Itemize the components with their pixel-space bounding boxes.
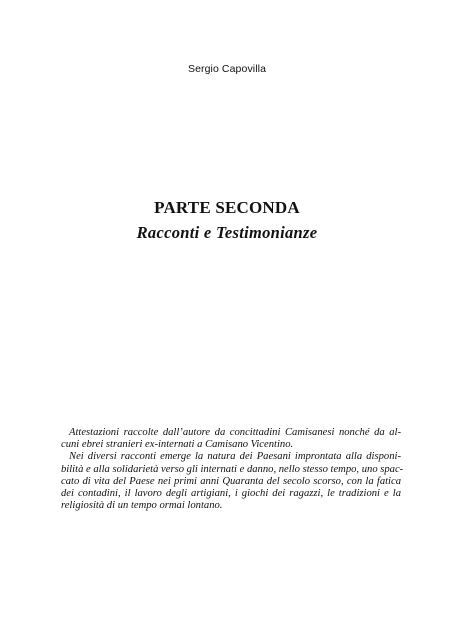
running-header-author: Sergio Capovilla xyxy=(187,63,267,75)
abstract-line: Attestazioni raccolte dall’autore da concittadini Camisanesi nonché da al- xyxy=(69,427,401,438)
abstract-line: dei contadini, il lavoro degli artigiani, i giochi dei ragazzi, le tradizioni e la xyxy=(61,488,401,500)
part-subtitle: Racconti e Testimonianze xyxy=(136,223,318,242)
part-title: PARTE SECONDA xyxy=(154,198,300,217)
abstract-line: Nei diversi racconti emerge la natura dei Paesani improntata alla disponi- xyxy=(69,451,401,463)
abstract-paragraph xyxy=(61,427,404,512)
abstract-line: religiosità di un tempo ormai lontano. xyxy=(61,500,223,512)
abstract-line: cato di vita del Paese nei primi anni Quaranta del secolo scorso, con la fatica xyxy=(61,475,401,487)
abstract-line: bilità e alla solidarietà verso gli internati e danno, nello stesso tempo, uno spac- xyxy=(61,463,404,475)
abstract-line: cuni ebrei stranieri ex-internati a Camisano Vicentino. xyxy=(61,439,294,451)
